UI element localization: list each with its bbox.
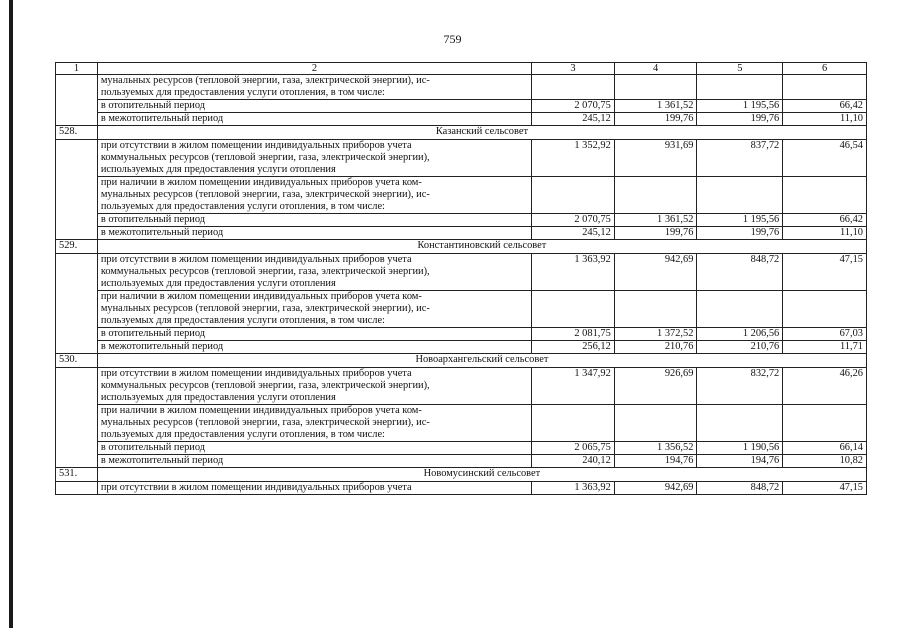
value-col-4: 942,69 (614, 482, 697, 495)
value-col-5: 1 195,56 (697, 100, 783, 113)
value-col-3: 2 065,75 (532, 442, 615, 455)
section-row (56, 126, 867, 140)
empty-cell (783, 177, 867, 214)
value-col-5: 1 190,56 (697, 442, 783, 455)
value-col-5: 194,76 (697, 455, 783, 468)
section-number: 529. (56, 240, 98, 254)
empty-cell (532, 177, 615, 214)
table-row (56, 482, 867, 495)
empty-cell (783, 405, 867, 442)
row-number-cell (56, 140, 98, 240)
tariff-table (55, 62, 867, 495)
table-row (56, 455, 867, 468)
present-meter-text: при наличии в жилом помещении индивидуальных приборов учета ком- мунальных ресурсов (тепловой энергии, газа, электрической энергии), ис- пользуемых для предоставления услуги отопления, в том числе: (97, 177, 531, 214)
value-col-5: 1 206,56 (697, 328, 783, 341)
table-row (56, 291, 867, 328)
empty-cell (614, 75, 697, 100)
table-row (56, 177, 867, 214)
off-season-label: в межотопительный период (97, 455, 531, 468)
value-col-6: 47,15 (783, 482, 867, 495)
row-number-cell (56, 482, 98, 495)
table-row (56, 254, 867, 291)
value-col-4: 1 356,52 (614, 442, 697, 455)
value-col-5: 1 195,56 (697, 214, 783, 227)
absent-meter-text: при отсутствии в жилом помещении индивидуальных приборов учета коммунальных ресурсов (тепловой энергии, газа, электрической энергии), используемых для предоставления услуги отопления (97, 140, 531, 177)
value-col-6: 47,15 (783, 254, 867, 291)
binding-edge (9, 0, 13, 628)
section-row (56, 354, 867, 368)
value-col-4: 942,69 (614, 254, 697, 291)
table-row (56, 140, 867, 177)
absent-meter-text: при отсутствии в жилом помещении индивидуальных приборов учета (97, 482, 531, 495)
value-col-5: 848,72 (697, 482, 783, 495)
header-row (56, 63, 867, 75)
value-col-6: 46,54 (783, 140, 867, 177)
value-col-3: 2 070,75 (532, 100, 615, 113)
empty-cell (697, 291, 783, 328)
header-col-6: 6 (783, 63, 867, 75)
present-meter-text: при наличии в жилом помещении индивидуальных приборов учета ком- мунальных ресурсов (тепловой энергии, газа, электрической энергии), ис- пользуемых для предоставления услуги отопления, в том числе: (97, 405, 531, 442)
value-col-4: 926,69 (614, 368, 697, 405)
table-row (56, 328, 867, 341)
value-col-4: 1 361,52 (614, 214, 697, 227)
table-row (56, 227, 867, 240)
value-col-6: 66,42 (783, 214, 867, 227)
section-name: Константиновский сельсовет (97, 240, 866, 254)
section-number: 528. (56, 126, 98, 140)
empty-cell (697, 75, 783, 100)
value-col-3: 1 363,92 (532, 482, 615, 495)
empty-cell (697, 177, 783, 214)
header-col-3: 3 (532, 63, 615, 75)
header-col-5: 5 (697, 63, 783, 75)
value-col-4: 210,76 (614, 341, 697, 354)
page-number: 759 (443, 32, 462, 46)
value-col-4: 931,69 (614, 140, 697, 177)
continuation-text: мунальных ресурсов (тепловой энергии, газа, электрической энергии), ис- пользуемых для предоставления услуги отопления, в том числе: (97, 75, 531, 100)
empty-cell (783, 291, 867, 328)
value-col-4: 199,76 (614, 113, 697, 126)
heating-label: в отопительный период (97, 328, 531, 341)
header-col-2: 2 (97, 63, 531, 75)
off-season-label: в межотопительный период (97, 341, 531, 354)
row-number-cell (56, 75, 98, 126)
value-col-3: 256,12 (532, 341, 615, 354)
off-season-label: в межотопительный период (97, 227, 531, 240)
value-col-6: 66,14 (783, 442, 867, 455)
value-col-6: 10,82 (783, 455, 867, 468)
table-row (56, 368, 867, 405)
empty-cell (532, 291, 615, 328)
section-number: 531. (56, 468, 98, 482)
value-col-4: 199,76 (614, 227, 697, 240)
heating-label: в отопительный период (97, 442, 531, 455)
value-col-6: 11,10 (783, 113, 867, 126)
value-col-4: 1 372,52 (614, 328, 697, 341)
value-col-6: 67,03 (783, 328, 867, 341)
section-name: Казанский сельсовет (97, 126, 866, 140)
section-name: Новоархангельский сельсовет (97, 354, 866, 368)
empty-cell (783, 75, 867, 100)
off-season-label: в межотопительный период (97, 113, 531, 126)
value-col-6: 11,71 (783, 341, 867, 354)
value-col-3: 240,12 (532, 455, 615, 468)
value-col-3: 2 070,75 (532, 214, 615, 227)
value-col-3: 245,12 (532, 113, 615, 126)
section-name: Новомусинский сельсовет (97, 468, 866, 482)
row-number-cell (56, 254, 98, 354)
empty-cell (532, 405, 615, 442)
row-number-cell (56, 368, 98, 468)
table-row (56, 341, 867, 354)
absent-meter-text: при отсутствии в жилом помещении индивидуальных приборов учета коммунальных ресурсов (тепловой энергии, газа, электрической энергии), используемых для предоставления услуги отопления (97, 368, 531, 405)
table-row (56, 75, 867, 100)
table-row (56, 100, 867, 113)
value-col-5: 199,76 (697, 227, 783, 240)
table-row (56, 442, 867, 455)
value-col-3: 1 352,92 (532, 140, 615, 177)
section-number: 530. (56, 354, 98, 368)
header-col-4: 4 (614, 63, 697, 75)
value-col-3: 1 363,92 (532, 254, 615, 291)
value-col-5: 832,72 (697, 368, 783, 405)
value-col-3: 245,12 (532, 227, 615, 240)
value-col-3: 2 081,75 (532, 328, 615, 341)
heating-label: в отопительный период (97, 214, 531, 227)
value-col-4: 1 361,52 (614, 100, 697, 113)
header-col-1: 1 (56, 63, 98, 75)
value-col-6: 11,10 (783, 227, 867, 240)
table-row (56, 113, 867, 126)
absent-meter-text: при отсутствии в жилом помещении индивидуальных приборов учета коммунальных ресурсов (тепловой энергии, газа, электрической энергии), используемых для предоставления услуги отопления (97, 254, 531, 291)
section-row (56, 240, 867, 254)
section-row (56, 468, 867, 482)
value-col-4: 194,76 (614, 455, 697, 468)
empty-cell (532, 75, 615, 100)
value-col-5: 848,72 (697, 254, 783, 291)
table-row (56, 405, 867, 442)
value-col-6: 46,26 (783, 368, 867, 405)
empty-cell (614, 405, 697, 442)
present-meter-text: при наличии в жилом помещении индивидуальных приборов учета ком- мунальных ресурсов (тепловой энергии, газа, электрической энергии), ис- пользуемых для предоставления услуги отопления, в том числе: (97, 291, 531, 328)
value-col-5: 210,76 (697, 341, 783, 354)
value-col-3: 1 347,92 (532, 368, 615, 405)
table-row (56, 214, 867, 227)
empty-cell (697, 405, 783, 442)
heating-label: в отопительный период (97, 100, 531, 113)
value-col-5: 837,72 (697, 140, 783, 177)
empty-cell (614, 291, 697, 328)
value-col-6: 66,42 (783, 100, 867, 113)
value-col-5: 199,76 (697, 113, 783, 126)
empty-cell (614, 177, 697, 214)
